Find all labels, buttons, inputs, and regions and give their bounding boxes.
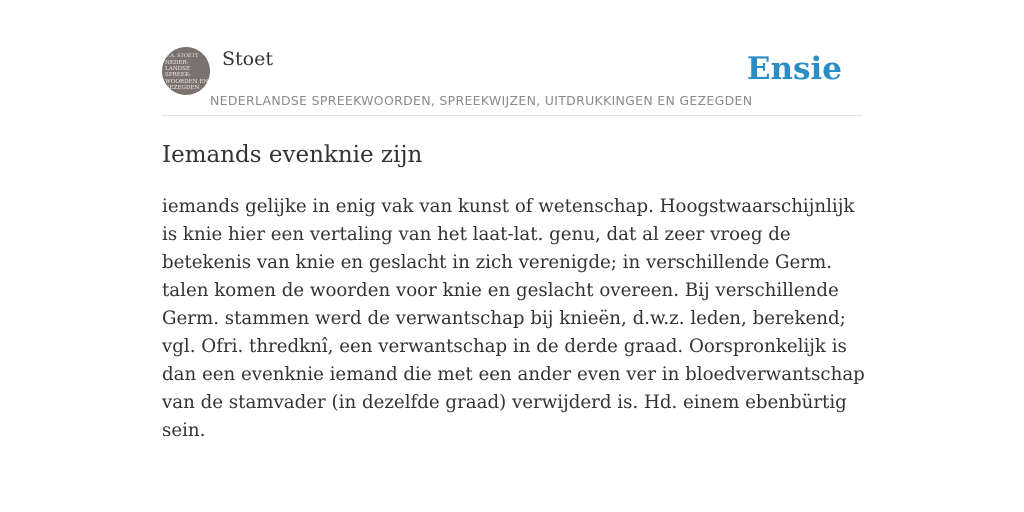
avatar-cover-line: LANDSE — [165, 66, 191, 73]
entry-title: Iemands evenknie zijn — [162, 142, 423, 168]
avatar-cover-top: F.A. STOETT — [166, 53, 199, 59]
avatar-cover-line: SPREEK- — [165, 72, 191, 79]
entry-definition: iemands gelijke in enig vak van kunst of wetenschap. Hoogstwaarschijnlijk is knie hier een vertaling van het laat-lat. genu, dat al zeer vroeg de betekenis van knie en geslacht in zich verenigde; in verschillende Germ. talen komen de woorden voor knie en geslacht overeen. Bij verschillende Germ. stammen werd de verwantschap bij knieën, d.w.z. leden, berekend; vgl. Ofri. thredknî, een verwantschap in de derde graad. Oorspronkelijk is dan een evenknie iemand die met een ander even ver in bloedverwantschap van de stamvader (in dezelfde graad) verwijderd is. Hd. einem ebenbürtig sein. — [162, 196, 865, 441]
avatar-cover-line: WOORDEN EN — [165, 78, 209, 85]
ensie-logo[interactable]: Ensie — [746, 51, 842, 87]
page — [162, 0, 865, 441]
header — [162, 0, 862, 116]
source-avatar[interactable] — [162, 47, 210, 95]
avatar-cover-line: GEZEGDEN — [165, 84, 200, 91]
avatar-cover-line: NEDER- — [165, 60, 189, 66]
avatar-cover-text — [165, 60, 209, 91]
source-author[interactable]: Stoet — [222, 48, 273, 70]
source-subtitle[interactable]: NEDERLANDSE SPREEKWOORDEN, SPREEKWIJZEN, UITDRUKKINGEN EN GEZEGDEN — [210, 93, 753, 108]
